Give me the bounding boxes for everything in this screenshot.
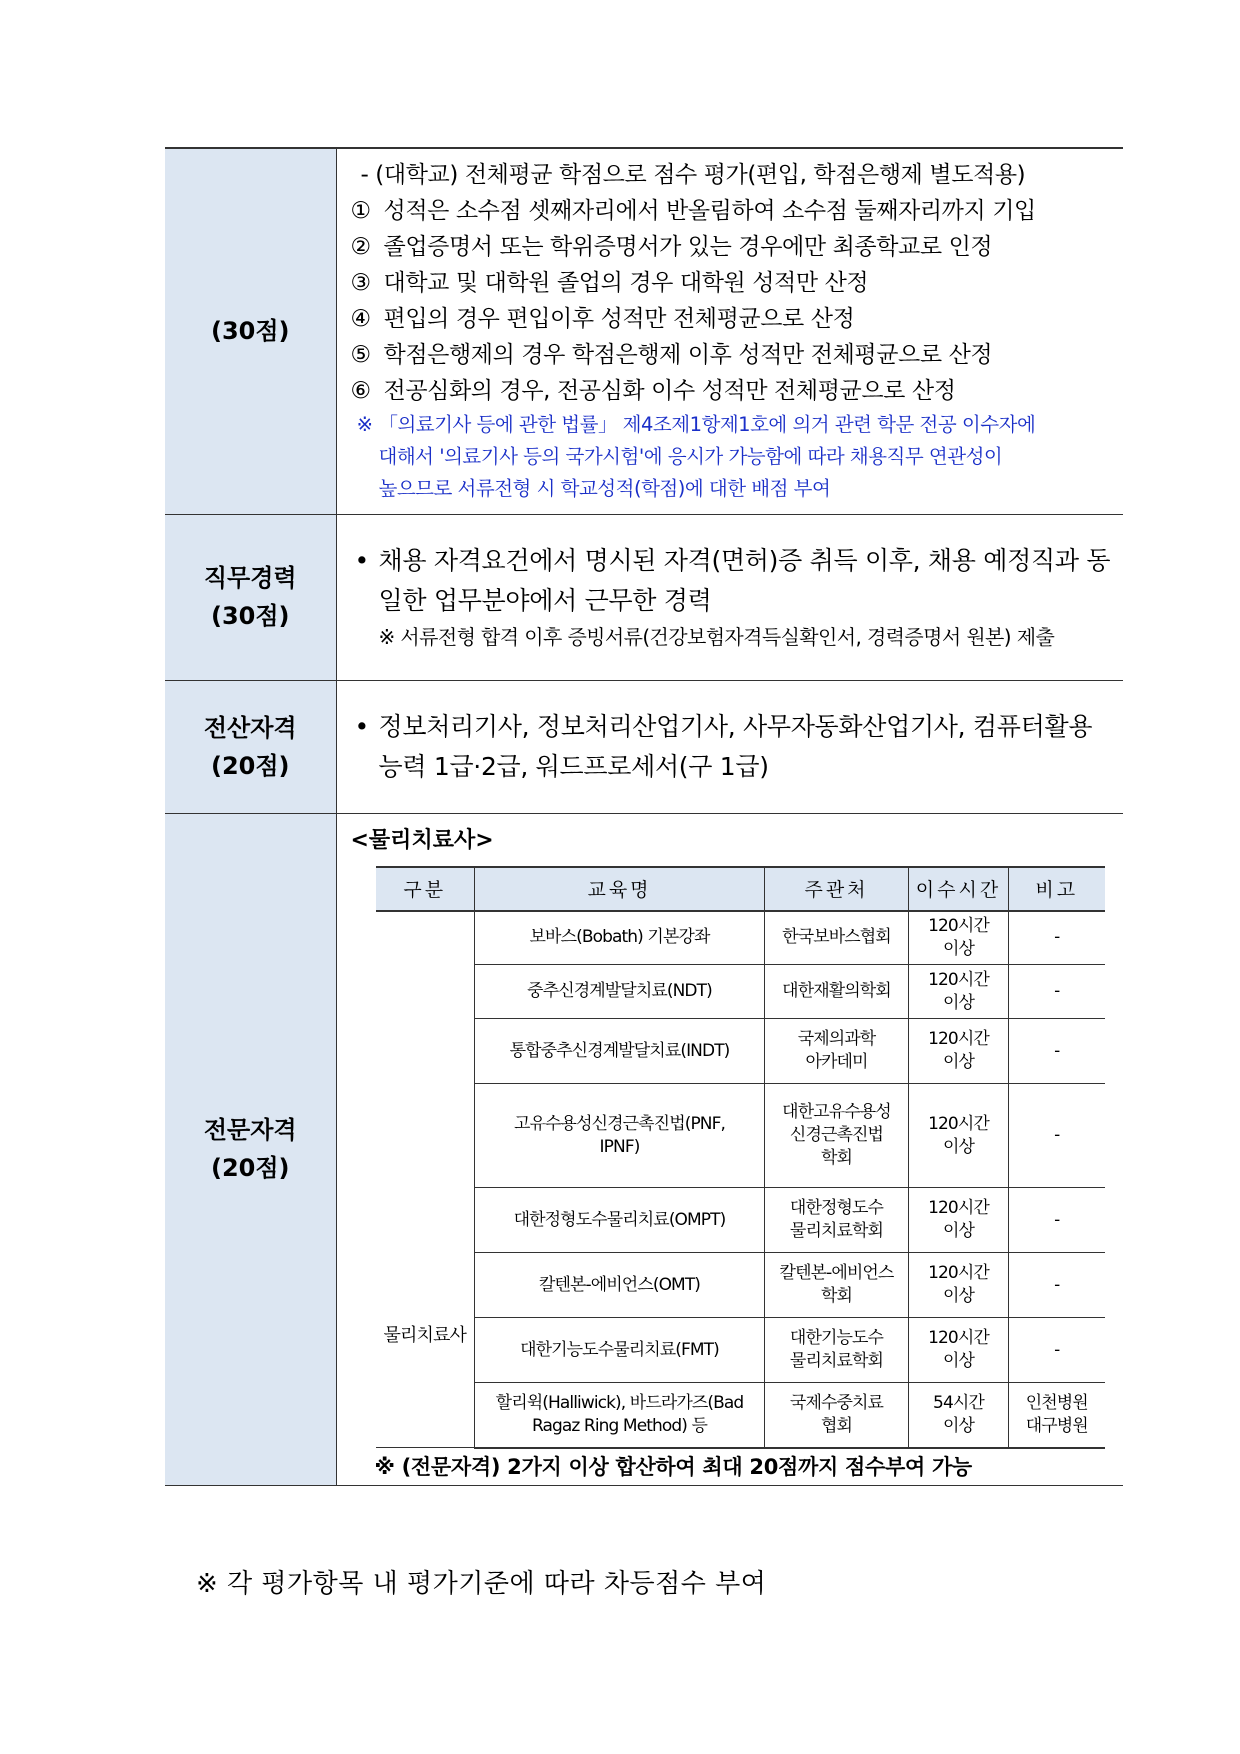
- academic-item: [351, 301, 1114, 337]
- table-row: [376, 1188, 1105, 1253]
- special-score: (20점): [210, 1154, 290, 1182]
- item-number: ③: [350, 270, 371, 297]
- career-text: 채용 자격요건에서 명시된 자격(면허)증 취득 이후, 채용 예정직과 동일한 업무분야에서 근무한 경력: [378, 546, 1111, 615]
- table-row: [376, 1019, 1105, 1084]
- academic-item: [351, 229, 1114, 265]
- remark-cell: -: [1009, 1253, 1105, 1318]
- organizer-cell: 대한정형도수 물리치료학회: [765, 1188, 909, 1253]
- table-header-row: [376, 867, 1105, 911]
- hours-cell: 120시간 이상: [909, 1019, 1009, 1084]
- special-subtitle: <물리치료사>: [350, 827, 494, 853]
- item-text: 편입의 경우 편입이후 성적만 전체평균으로 산정: [383, 306, 855, 333]
- hours-cell: 54시간 이상: [909, 1383, 1009, 1448]
- item-number: ①: [350, 198, 371, 225]
- item-number: ⑤: [350, 342, 371, 369]
- table-row: [376, 1318, 1105, 1383]
- computer-label: [165, 680, 336, 813]
- special-label: [165, 813, 336, 1485]
- academic-item: [351, 193, 1114, 229]
- column-header: 구분: [376, 867, 475, 911]
- career-label-text: 직무경력: [203, 564, 297, 592]
- organizer-cell: 칼텐본-에비언스 학회: [765, 1253, 909, 1318]
- academic-score-label: (30점): [165, 148, 336, 514]
- academic-item: [351, 337, 1114, 373]
- bullet-dot: •: [354, 546, 369, 575]
- computer-bullet: [351, 707, 1114, 787]
- item-number: ⑥: [350, 378, 371, 405]
- table-row: [376, 965, 1105, 1019]
- career-content: [336, 514, 1123, 680]
- computer-score: (20점): [210, 751, 290, 780]
- academic-items: [351, 193, 1114, 409]
- item-text: 전공심화의 경우, 전공심화 이수 성적만 전체평균으로 산정: [383, 378, 956, 405]
- career-note: ※ 서류전형 합격 이후 증빙서류(건강보험자격득실확인서, 경력증명서 원본) 제출: [378, 625, 1055, 649]
- organizer-cell: 국제의과학 아카데미: [765, 1019, 909, 1084]
- note-line: 「의료기사 등에 관한 법률」 제4조제1항제1호에 의거 관련 학문 전공 이수자에: [378, 413, 1036, 437]
- item-text: 성적은 소수점 셋째자리에서 반올림하여 소수점 둘째자리까지 기입: [383, 198, 1036, 225]
- remark-cell: -: [1009, 1084, 1105, 1188]
- table-row: [376, 1253, 1105, 1318]
- organizer-cell: 대한재활의학회: [765, 965, 909, 1019]
- footer-note: ※ 각 평가항목 내 평가기준에 따라 차등점수 부여: [196, 1569, 767, 1599]
- hours-cell: 120시간 이상: [909, 965, 1009, 1019]
- item-text: 졸업증명서 또는 학위증명서가 있는 경우에만 최종학교로 인정: [383, 234, 993, 261]
- remark-cell: 인천병원 대구병원: [1009, 1383, 1105, 1448]
- note-symbol: ※: [356, 413, 373, 437]
- course-name-cell: 고유수용성신경근촉진법(PNF, IPNF): [475, 1084, 765, 1188]
- column-header: 교육명: [475, 867, 765, 911]
- special-label-text: 전문자격: [203, 1116, 297, 1144]
- hours-cell: 120시간 이상: [909, 1084, 1009, 1188]
- organizer-cell: 국제수중치료 협회: [765, 1383, 909, 1448]
- organizer-cell: 대한고유수용성 신경근촉진법 학회: [765, 1084, 909, 1188]
- column-header: 주관처: [765, 867, 909, 911]
- item-number: ④: [350, 306, 371, 333]
- special-final-note: ※ (전문자격) 2가지 이상 합산하여 최대 20점까지 점수부여 가능: [374, 1454, 972, 1479]
- course-name-cell: 할리윅(Halliwick), 바드라가즈(Bad Ragaz Ring Method) 등: [475, 1383, 765, 1448]
- academic-content: [336, 148, 1123, 514]
- special-content: [336, 813, 1123, 1485]
- academic-item: [351, 373, 1114, 409]
- organizer-cell: 대한기능도수 물리치료학회: [765, 1318, 909, 1383]
- course-name-cell: 칼텐본-에비언스(OMT): [475, 1253, 765, 1318]
- table-row: [376, 1383, 1105, 1448]
- group-cell: 물리치료사: [376, 911, 475, 1448]
- item-number: ②: [350, 234, 371, 261]
- pt-training-table: [376, 866, 1105, 1449]
- academic-item: [351, 265, 1114, 301]
- evaluation-criteria-table: [165, 147, 1123, 1486]
- academic-row: [165, 148, 1123, 514]
- bullet-dot: •: [354, 711, 369, 741]
- item-text: 학점은행제의 경우 학점은행제 이후 성적만 전체평균으로 산정: [383, 342, 993, 369]
- career-row: [165, 514, 1123, 680]
- remark-cell: -: [1009, 965, 1105, 1019]
- table-body: [376, 911, 1105, 1448]
- academic-intro: - (대학교) 전체평균 학점으로 점수 평가(편입, 학점은행제 별도적용): [360, 162, 1026, 189]
- course-name-cell: 중추신경계발달치료(NDT): [475, 965, 765, 1019]
- computer-content: [336, 680, 1123, 813]
- table-row: [376, 1084, 1105, 1188]
- course-name-cell: 대한정형도수물리치료(OMPT): [475, 1188, 765, 1253]
- special-row: [165, 813, 1123, 1485]
- hours-cell: 120시간 이상: [909, 1253, 1009, 1318]
- course-name-cell: 보바스(Bobath) 기본강좌: [475, 911, 765, 965]
- remark-cell: -: [1009, 1318, 1105, 1383]
- academic-note: [351, 409, 1114, 505]
- career-label: [165, 514, 336, 680]
- computer-label-text: 전산자격: [203, 713, 297, 742]
- column-header: 비고: [1009, 867, 1105, 911]
- table-row: [376, 911, 1105, 965]
- computer-text: 정보처리기사, 정보처리산업기사, 사무자동화산업기사, 컴퓨터활용 능력 1급·2급, 워드프로세서(구 1급): [378, 711, 1093, 781]
- remark-cell: -: [1009, 911, 1105, 965]
- hours-cell: 120시간 이상: [909, 1318, 1009, 1383]
- item-text: 대학교 및 대학원 졸업의 경우 대학원 성적만 산정: [383, 270, 869, 297]
- column-header: 이수시간: [909, 867, 1009, 911]
- remark-cell: -: [1009, 1019, 1105, 1084]
- career-score: (30점): [210, 602, 290, 630]
- hours-cell: 120시간 이상: [909, 911, 1009, 965]
- organizer-cell: 한국보바스협회: [765, 911, 909, 965]
- note-line: 대해서 '의료기사 등의 국가시험'에 응시가 가능함에 따라 채용직무 연관성이: [378, 445, 1003, 469]
- career-bullet: [351, 541, 1114, 621]
- hours-cell: 120시간 이상: [909, 1188, 1009, 1253]
- computer-row: [165, 680, 1123, 813]
- course-name-cell: 대한기능도수물리치료(FMT): [475, 1318, 765, 1383]
- course-name-cell: 통합중추신경계발달치료(INDT): [475, 1019, 765, 1084]
- note-line: 높으므로 서류전형 시 학교성적(학점)에 대한 배점 부여: [378, 477, 831, 501]
- remark-cell: -: [1009, 1188, 1105, 1253]
